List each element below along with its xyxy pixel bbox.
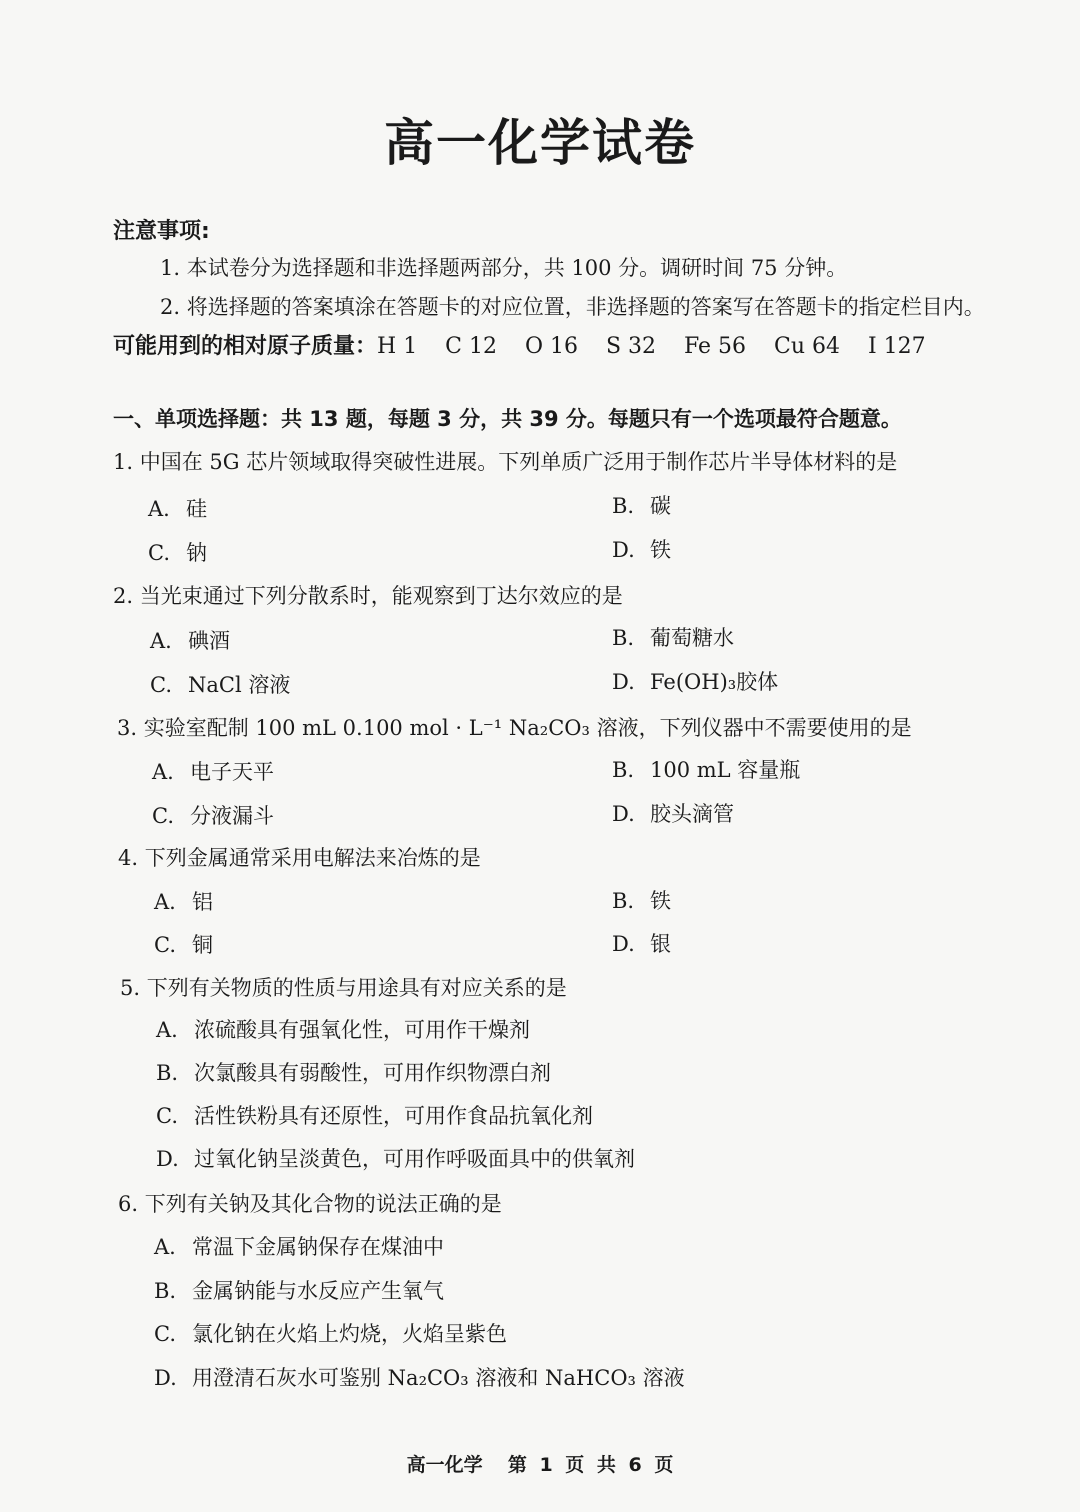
option-letter: C.	[152, 804, 174, 828]
option-letter: C.	[150, 673, 172, 697]
option	[152, 800, 274, 832]
option-letter: D.	[612, 932, 635, 956]
option	[154, 1362, 685, 1394]
option-letter: D.	[154, 1366, 177, 1390]
option-letter: A.	[156, 1018, 178, 1042]
option-text: 碘酒	[188, 629, 230, 653]
option	[612, 666, 778, 698]
atomic-masses	[113, 331, 926, 363]
option-letter: B.	[612, 494, 635, 518]
option-letter: D.	[612, 670, 635, 694]
option-text: 过氧化钠呈淡黄色，可用作呼吸面具中的供氧剂	[194, 1147, 635, 1171]
option-text: 铁	[650, 538, 671, 562]
option-text: 次氯酸具有弱酸性，可用作织物漂白剂	[194, 1061, 551, 1085]
option	[612, 754, 800, 786]
option-text: 铜	[192, 933, 213, 957]
option-letter: A.	[154, 1235, 176, 1259]
atomic-masses-label: 可能用到的相对原子质量：	[113, 334, 378, 359]
notice-item: 1. 本试卷分为选择题和非选择题两部分，共 100 分。调研时间 75 分钟。	[160, 256, 848, 280]
option	[154, 1275, 444, 1307]
option-letter: B.	[612, 758, 635, 782]
notice-item: 2. 将选择题的答案填涂在答题卡的对应位置，非选择题的答案写在答题卡的指定栏目内。	[160, 295, 985, 319]
option	[156, 1100, 593, 1132]
option-letter: C.	[154, 1322, 176, 1346]
option	[612, 534, 671, 566]
option-text: 100 mL 容量瓶	[650, 758, 801, 782]
option-letter: B.	[612, 889, 635, 913]
option-text: 葡萄糖水	[650, 626, 734, 650]
option-text: 氯化钠在火焰上灼烧，火焰呈紫色	[192, 1322, 507, 1346]
option-letter: A.	[148, 497, 170, 521]
option-text: 分液漏斗	[190, 804, 274, 828]
option-text: 用澄清石灰水可鉴别 Na₂CO₃ 溶液和 NaHCO₃ 溶液	[192, 1366, 685, 1390]
option-text: 铝	[192, 890, 213, 914]
option-letter: A.	[154, 890, 176, 914]
option	[612, 928, 671, 960]
option-text: 银	[650, 932, 671, 956]
question-stem: 4. 下列金属通常采用电解法来冶炼的是	[118, 846, 481, 870]
question-stem: 5. 下列有关物质的性质与用途具有对应关系的是	[120, 976, 567, 1000]
question-stem: 6. 下列有关钠及其化合物的说法正确的是	[118, 1192, 502, 1216]
option-text: 浓硫酸具有强氧化性，可用作干燥剂	[194, 1018, 530, 1042]
option	[612, 622, 734, 654]
option	[154, 1231, 444, 1263]
option-text: 金属钠能与水反应产生氧气	[192, 1279, 444, 1303]
atomic-masses-values: H 1 C 12 O 16 S 32 Fe 56 Cu 64 I 127	[377, 334, 926, 359]
page-footer: 高一化学 第 1 页 共 6 页	[406, 1454, 674, 1476]
option	[152, 756, 274, 788]
question-stem: 3. 实验室配制 100 mL 0.100 mol · L⁻¹ Na₂CO₃ 溶液，下列仪器中不需要使用的是	[117, 716, 912, 740]
option	[154, 1318, 507, 1350]
option	[612, 798, 734, 830]
option-text: 硅	[186, 497, 207, 521]
option-text: 常温下金属钠保存在煤油中	[192, 1235, 444, 1259]
option-text: 铁	[650, 889, 671, 913]
option	[148, 493, 207, 525]
option	[154, 929, 213, 961]
option	[150, 625, 230, 657]
option-letter: C.	[156, 1104, 178, 1128]
option-letter: D.	[612, 802, 635, 826]
option-letter: B.	[612, 626, 635, 650]
option-letter: C.	[148, 541, 170, 565]
option-letter: C.	[154, 933, 176, 957]
option-text: 电子天平	[190, 760, 274, 784]
option	[150, 669, 290, 701]
option-text: 胶头滴管	[650, 802, 734, 826]
option-text: NaCl 溶液	[188, 673, 291, 697]
page-title: 高一化学试卷	[384, 114, 696, 172]
option	[612, 490, 671, 522]
option-letter: B.	[154, 1279, 177, 1303]
option	[154, 886, 213, 918]
section-heading: 一、单项选择题：共 13 题，每题 3 分，共 39 分。每题只有一个选项最符合题意。	[113, 407, 902, 431]
option-letter: A.	[152, 760, 174, 784]
option-text: Fe(OH)₃胶体	[650, 670, 779, 694]
option	[612, 885, 671, 917]
option	[156, 1143, 635, 1175]
option-letter: A.	[150, 629, 172, 653]
option	[156, 1057, 551, 1089]
option-text: 活性铁粉具有还原性，可用作食品抗氧化剂	[194, 1104, 593, 1128]
option-text: 钠	[186, 541, 207, 565]
option-letter: D.	[612, 538, 635, 562]
question-stem: 1. 中国在 5G 芯片领域取得突破性进展。下列单质广泛用于制作芯片半导体材料的是	[113, 450, 898, 474]
notice-heading: 注意事项:	[113, 219, 210, 244]
option	[156, 1014, 530, 1046]
option-letter: D.	[156, 1147, 179, 1171]
option-text: 碳	[650, 494, 671, 518]
option-letter: B.	[156, 1061, 179, 1085]
question-stem: 2. 当光束通过下列分散系时，能观察到丁达尔效应的是	[113, 584, 623, 608]
option	[148, 537, 207, 569]
